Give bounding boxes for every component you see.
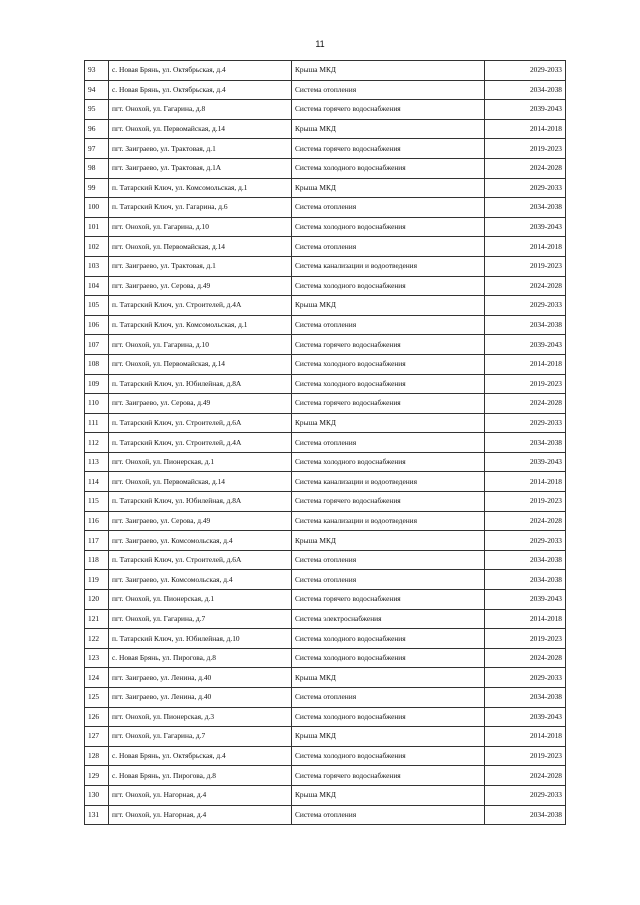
- system-cell: Система отопления: [292, 550, 485, 570]
- address-cell: п. Татарский Ключ, ул. Строителей, д.6А: [109, 550, 292, 570]
- period-cell: 2014-2018: [485, 119, 566, 139]
- row-number-cell: 103: [85, 256, 109, 276]
- row-number-cell: 106: [85, 315, 109, 335]
- address-cell: пгт. Онохой, ул. Гагарина, д.7: [109, 727, 292, 747]
- table-row: [85, 785, 566, 805]
- address-cell: пгт. Онохой, ул. Нагорная, д.4: [109, 785, 292, 805]
- row-number-cell: 107: [85, 335, 109, 355]
- period-cell: 2019-2023: [485, 746, 566, 766]
- period-cell: 2039-2043: [485, 217, 566, 237]
- table-row: [85, 433, 566, 453]
- row-number-cell: 129: [85, 766, 109, 786]
- row-number-cell: 115: [85, 492, 109, 512]
- period-cell: 2029-2033: [485, 531, 566, 551]
- table-row: [85, 80, 566, 100]
- address-cell: пгт. Заиграево, ул. Серова, д.49: [109, 276, 292, 296]
- period-cell: 2024-2028: [485, 394, 566, 414]
- period-cell: 2034-2038: [485, 688, 566, 708]
- table-row: [85, 609, 566, 629]
- row-number-cell: 108: [85, 354, 109, 374]
- address-cell: пгт. Заиграево, ул. Трактовая, д.1: [109, 139, 292, 159]
- address-cell: п. Татарский Ключ, ул. Строителей, д.4А: [109, 296, 292, 316]
- row-number-cell: 117: [85, 531, 109, 551]
- address-cell: пгт. Заиграево, ул. Трактовая, д.1: [109, 256, 292, 276]
- table-row: [85, 648, 566, 668]
- address-cell: пгт. Онохой, ул. Гагарина, д.8: [109, 100, 292, 120]
- system-cell: Система канализации и водоотведения: [292, 511, 485, 531]
- period-cell: 2024-2028: [485, 648, 566, 668]
- period-cell: 2039-2043: [485, 100, 566, 120]
- table-row: [85, 139, 566, 159]
- row-number-cell: 127: [85, 727, 109, 747]
- table-row: [85, 707, 566, 727]
- table-row: [85, 354, 566, 374]
- period-cell: 2024-2028: [485, 511, 566, 531]
- address-cell: пгт. Онохой, ул. Гагарина, д.10: [109, 217, 292, 237]
- address-cell: пгт. Заиграево, ул. Ленина, д.40: [109, 688, 292, 708]
- row-number-cell: 118: [85, 550, 109, 570]
- row-number-cell: 99: [85, 178, 109, 198]
- period-cell: 2029-2033: [485, 413, 566, 433]
- period-cell: 2019-2023: [485, 629, 566, 649]
- system-cell: Система отопления: [292, 237, 485, 257]
- table-row: [85, 531, 566, 551]
- page-number: 11: [315, 39, 325, 49]
- address-cell: пгт. Заиграево, ул. Комсомольская, д.4: [109, 531, 292, 551]
- address-cell: с. Новая Брянь, ул. Октябрьская, д.4: [109, 61, 292, 81]
- system-cell: Система холодного водоснабжения: [292, 746, 485, 766]
- row-number-cell: 100: [85, 198, 109, 218]
- system-cell: Система отопления: [292, 315, 485, 335]
- period-cell: 2014-2018: [485, 237, 566, 257]
- address-cell: пгт. Онохой, ул. Первомайская, д.14: [109, 119, 292, 139]
- row-number-cell: 96: [85, 119, 109, 139]
- system-cell: Крыша МКД: [292, 296, 485, 316]
- table-row: [85, 492, 566, 512]
- period-cell: 2034-2038: [485, 80, 566, 100]
- table-row: [85, 217, 566, 237]
- address-cell: п. Татарский Ключ, ул. Юбилейная, д.8А: [109, 492, 292, 512]
- period-cell: 2019-2023: [485, 374, 566, 394]
- system-cell: Система горячего водоснабжения: [292, 394, 485, 414]
- period-cell: 2024-2028: [485, 158, 566, 178]
- address-cell: пгт. Онохой, ул. Гагарина, д.10: [109, 335, 292, 355]
- system-cell: Система отопления: [292, 433, 485, 453]
- row-number-cell: 119: [85, 570, 109, 590]
- table-row: [85, 374, 566, 394]
- system-cell: Крыша МКД: [292, 61, 485, 81]
- table-row: [85, 296, 566, 316]
- table-row: [85, 413, 566, 433]
- system-cell: Система канализации и водоотведения: [292, 256, 485, 276]
- period-cell: 2029-2033: [485, 668, 566, 688]
- table-row: [85, 315, 566, 335]
- address-cell: п. Татарский Ключ, ул. Комсомольская, д.1: [109, 178, 292, 198]
- system-cell: Система холодного водоснабжения: [292, 158, 485, 178]
- row-number-cell: 104: [85, 276, 109, 296]
- address-cell: пгт. Онохой, ул. Первомайская, д.14: [109, 354, 292, 374]
- system-cell: Система холодного водоснабжения: [292, 648, 485, 668]
- row-number-cell: 121: [85, 609, 109, 629]
- row-number-cell: 97: [85, 139, 109, 159]
- table-row: [85, 668, 566, 688]
- system-cell: Система отопления: [292, 570, 485, 590]
- row-number-cell: 124: [85, 668, 109, 688]
- row-number-cell: 126: [85, 707, 109, 727]
- table-row: [85, 727, 566, 747]
- period-cell: 2034-2038: [485, 805, 566, 825]
- period-cell: 2014-2018: [485, 354, 566, 374]
- period-cell: 2039-2043: [485, 452, 566, 472]
- table-row: [85, 688, 566, 708]
- table-row: [85, 276, 566, 296]
- period-cell: 2014-2018: [485, 609, 566, 629]
- table-row: [85, 100, 566, 120]
- row-number-cell: 110: [85, 394, 109, 414]
- system-cell: Крыша МКД: [292, 119, 485, 139]
- system-cell: Система горячего водоснабжения: [292, 335, 485, 355]
- address-cell: пгт. Онохой, ул. Гагарина, д.7: [109, 609, 292, 629]
- row-number-cell: 130: [85, 785, 109, 805]
- address-cell: пгт. Заиграево, ул. Ленина, д.40: [109, 668, 292, 688]
- table-row: [85, 766, 566, 786]
- row-number-cell: 114: [85, 472, 109, 492]
- system-cell: Система отопления: [292, 805, 485, 825]
- row-number-cell: 101: [85, 217, 109, 237]
- row-number-cell: 98: [85, 158, 109, 178]
- row-number-cell: 105: [85, 296, 109, 316]
- system-cell: Система горячего водоснабжения: [292, 590, 485, 610]
- address-cell: с. Новая Брянь, ул. Пирогова, д.8: [109, 648, 292, 668]
- period-cell: 2024-2028: [485, 276, 566, 296]
- table-row: [85, 590, 566, 610]
- address-cell: с. Новая Брянь, ул. Октябрьская, д.4: [109, 80, 292, 100]
- table-row: [85, 335, 566, 355]
- system-cell: Система горячего водоснабжения: [292, 100, 485, 120]
- system-cell: Крыша МКД: [292, 178, 485, 198]
- row-number-cell: 123: [85, 648, 109, 668]
- table-row: [85, 119, 566, 139]
- period-cell: 2029-2033: [485, 296, 566, 316]
- system-cell: Система холодного водоснабжения: [292, 452, 485, 472]
- period-cell: 2039-2043: [485, 590, 566, 610]
- row-number-cell: 102: [85, 237, 109, 257]
- period-cell: 2014-2018: [485, 727, 566, 747]
- period-cell: 2029-2033: [485, 61, 566, 81]
- row-number-cell: 120: [85, 590, 109, 610]
- table-body: [85, 61, 566, 825]
- address-cell: пгт. Заиграево, ул. Комсомольская, д.4: [109, 570, 292, 590]
- address-cell: пгт. Онохой, ул. Нагорная, д.4: [109, 805, 292, 825]
- system-cell: Система горячего водоснабжения: [292, 766, 485, 786]
- address-cell: п. Татарский Ключ, ул. Строителей, д.4А: [109, 433, 292, 453]
- system-cell: Крыша МКД: [292, 727, 485, 747]
- row-number-cell: 112: [85, 433, 109, 453]
- system-cell: Система холодного водоснабжения: [292, 217, 485, 237]
- system-cell: Система холодного водоснабжения: [292, 276, 485, 296]
- system-cell: Система электроснабжения: [292, 609, 485, 629]
- row-number-cell: 94: [85, 80, 109, 100]
- table-row: [85, 394, 566, 414]
- table-row: [85, 746, 566, 766]
- system-cell: Система отопления: [292, 688, 485, 708]
- period-cell: 2034-2038: [485, 198, 566, 218]
- address-cell: п. Татарский Ключ, ул. Строителей, д.6А: [109, 413, 292, 433]
- address-cell: п. Татарский Ключ, ул. Гагарина, д.6: [109, 198, 292, 218]
- address-cell: пгт. Онохой, ул. Пионерская, д.1: [109, 452, 292, 472]
- table-row: [85, 61, 566, 81]
- period-cell: 2034-2038: [485, 550, 566, 570]
- period-cell: 2034-2038: [485, 570, 566, 590]
- system-cell: Система отопления: [292, 198, 485, 218]
- row-number-cell: 93: [85, 61, 109, 81]
- address-cell: п. Татарский Ключ, ул. Юбилейная, д.10: [109, 629, 292, 649]
- system-cell: Крыша МКД: [292, 668, 485, 688]
- row-number-cell: 95: [85, 100, 109, 120]
- row-number-cell: 116: [85, 511, 109, 531]
- row-number-cell: 113: [85, 452, 109, 472]
- row-number-cell: 131: [85, 805, 109, 825]
- address-cell: пгт. Онохой, ул. Пионерская, д.3: [109, 707, 292, 727]
- period-cell: 2019-2023: [485, 492, 566, 512]
- table-row: [85, 198, 566, 218]
- table-row: [85, 550, 566, 570]
- period-cell: 2024-2028: [485, 766, 566, 786]
- system-cell: Крыша МКД: [292, 785, 485, 805]
- row-number-cell: 109: [85, 374, 109, 394]
- address-cell: пгт. Заиграево, ул. Трактовая, д.1А: [109, 158, 292, 178]
- system-cell: Система холодного водоснабжения: [292, 374, 485, 394]
- period-cell: 2014-2018: [485, 472, 566, 492]
- address-cell: пгт. Онохой, ул. Первомайская, д.14: [109, 237, 292, 257]
- system-cell: Система холодного водоснабжения: [292, 629, 485, 649]
- period-cell: 2039-2043: [485, 335, 566, 355]
- period-cell: 2019-2023: [485, 256, 566, 276]
- address-cell: пгт. Заиграево, ул. Серова, д.49: [109, 511, 292, 531]
- address-cell: п. Татарский Ключ, ул. Юбилейная, д.8А: [109, 374, 292, 394]
- table-row: [85, 158, 566, 178]
- repair-schedule-table: [84, 60, 566, 825]
- period-cell: 2034-2038: [485, 433, 566, 453]
- period-cell: 2039-2043: [485, 707, 566, 727]
- table-row: [85, 511, 566, 531]
- address-cell: с. Новая Брянь, ул. Октябрьская, д.4: [109, 746, 292, 766]
- table-row: [85, 256, 566, 276]
- table-row: [85, 452, 566, 472]
- system-cell: Крыша МКД: [292, 531, 485, 551]
- system-cell: Система горячего водоснабжения: [292, 492, 485, 512]
- period-cell: 2019-2023: [485, 139, 566, 159]
- row-number-cell: 125: [85, 688, 109, 708]
- row-number-cell: 122: [85, 629, 109, 649]
- table-row: [85, 629, 566, 649]
- period-cell: 2029-2033: [485, 178, 566, 198]
- table-row: [85, 805, 566, 825]
- address-cell: пгт. Заиграево, ул. Серова, д.49: [109, 394, 292, 414]
- row-number-cell: 111: [85, 413, 109, 433]
- table-row: [85, 237, 566, 257]
- system-cell: Система отопления: [292, 80, 485, 100]
- period-cell: 2034-2038: [485, 315, 566, 335]
- table-row: [85, 178, 566, 198]
- system-cell: Система холодного водоснабжения: [292, 707, 485, 727]
- system-cell: Система горячего водоснабжения: [292, 139, 485, 159]
- address-cell: пгт. Онохой, ул. Пионерская, д.1: [109, 590, 292, 610]
- system-cell: Система холодного водоснабжения: [292, 354, 485, 374]
- table-row: [85, 570, 566, 590]
- address-cell: пгт. Онохой, ул. Первомайская, д.14: [109, 472, 292, 492]
- address-cell: с. Новая Брянь, ул. Пирогова, д.8: [109, 766, 292, 786]
- table-row: [85, 472, 566, 492]
- system-cell: Крыша МКД: [292, 413, 485, 433]
- system-cell: Система канализации и водоотведения: [292, 472, 485, 492]
- row-number-cell: 128: [85, 746, 109, 766]
- address-cell: п. Татарский Ключ, ул. Комсомольская, д.1: [109, 315, 292, 335]
- period-cell: 2029-2033: [485, 785, 566, 805]
